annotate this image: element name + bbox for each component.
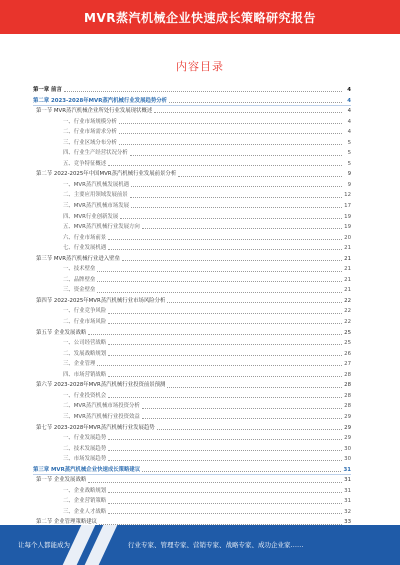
- toc-row-leader: [130, 154, 342, 156]
- toc-row-leader: [108, 438, 342, 440]
- toc-row-page: 22: [344, 319, 351, 326]
- toc-row[interactable]: [33, 138, 351, 149]
- toc-row-page: 31: [344, 487, 351, 494]
- toc-row-page: 19: [344, 213, 351, 220]
- toc-row-leader: [108, 502, 342, 504]
- toc-row[interactable]: [33, 317, 351, 328]
- toc-row-page: 4: [347, 108, 351, 115]
- toc-row[interactable]: [33, 243, 351, 254]
- toc-row[interactable]: [33, 370, 351, 381]
- toc-row[interactable]: [33, 328, 351, 339]
- toc-row-leader: [108, 354, 342, 356]
- toc-row-label: 五、MVR蒸汽机械行业发展方向: [63, 224, 140, 231]
- toc-row-page: 28: [344, 382, 351, 389]
- toc-row-leader: [157, 428, 342, 430]
- toc-row-page: 21: [344, 245, 351, 252]
- toc-row-page: 21: [344, 266, 351, 273]
- toc-row-label: 一、MVR蒸汽机械发展机遇: [63, 181, 129, 188]
- toc-row[interactable]: [33, 444, 351, 455]
- toc-row-page: 12: [344, 192, 351, 199]
- toc-row-leader: [167, 386, 342, 388]
- toc-row-label: 一、行业投资机会: [63, 392, 107, 399]
- toc-row-leader: [119, 122, 342, 124]
- toc-row-page: 21: [344, 287, 351, 294]
- toc-title: 内容目录: [176, 60, 224, 73]
- toc-row-leader: [178, 175, 342, 177]
- toc-row-label: 一、行业发展趋势: [63, 435, 107, 442]
- toc-row-leader: [108, 449, 342, 451]
- toc-row-page: 31: [343, 466, 351, 473]
- toc-row-leader: [130, 196, 342, 198]
- toc-row[interactable]: [33, 433, 351, 444]
- toc-row-page: 31: [344, 498, 351, 505]
- toc-row[interactable]: [33, 496, 351, 507]
- toc-row[interactable]: [33, 296, 351, 307]
- toc-row-page: 32: [344, 508, 351, 515]
- toc-row-leader: [88, 333, 342, 335]
- toc-row[interactable]: [33, 117, 351, 128]
- toc-row-label: 第五节 企业发展战略: [36, 329, 87, 336]
- toc-row-leader: [88, 481, 342, 483]
- toc-row-page: 26: [344, 350, 351, 357]
- toc-row-page: 4: [347, 118, 351, 125]
- toc-row-label: 第六节 2023-2028年MVR蒸汽机械行业投资前景预测: [36, 382, 166, 389]
- toc-row-page: 19: [344, 224, 351, 231]
- toc-row-page: 28: [344, 403, 351, 410]
- toc-row-leader: [122, 259, 342, 261]
- toc-row-leader: [108, 322, 342, 324]
- toc-row-leader: [154, 111, 342, 113]
- toc-row[interactable]: [33, 475, 351, 486]
- toc-row-page: 22: [344, 308, 351, 315]
- toc-row[interactable]: [33, 359, 351, 370]
- toc-row-page: 33: [344, 519, 351, 526]
- toc-row-label: 第三节 MVR蒸汽机械行业进入壁垒: [36, 255, 120, 262]
- toc-row-label: 一、公司经营战略: [63, 340, 107, 347]
- toc-row-page: 29: [344, 435, 351, 442]
- toc-row[interactable]: [33, 233, 351, 244]
- toc-row[interactable]: [33, 391, 351, 402]
- toc-row-page: 4: [347, 97, 351, 104]
- toc-row-page: 4: [347, 87, 351, 93]
- toc-row-label: 一、企业战略规划: [63, 487, 107, 494]
- toc-row-page: 27: [344, 361, 351, 368]
- toc-row[interactable]: [33, 412, 351, 423]
- toc-row-page: 21: [344, 276, 351, 283]
- toc-row[interactable]: [33, 106, 351, 117]
- toc-row-label: 一、技术壁垒: [63, 266, 96, 273]
- toc-row-label: 七、行业发展机遇: [63, 245, 107, 252]
- toc-row-page: 29: [344, 424, 351, 431]
- toc-row[interactable]: [33, 127, 351, 138]
- toc-row[interactable]: [33, 85, 351, 96]
- toc-row-page: 22: [344, 297, 351, 304]
- report-title: MVR蒸汽机械企业快速成长策略研究报告: [84, 11, 316, 25]
- toc-row-label: 三、MVR蒸汽机械行业投资效益: [63, 413, 140, 420]
- toc-row[interactable]: [33, 465, 351, 476]
- toc-row-page: 5: [347, 160, 351, 167]
- toc-row[interactable]: [33, 212, 351, 223]
- toc-row[interactable]: [33, 275, 351, 286]
- toc-row-leader: [119, 143, 342, 145]
- toc-row-leader: [120, 217, 342, 219]
- footer-slogan: 行业专家、管理专家、营销专家、战略专家、成功企业家……: [128, 541, 304, 549]
- toc-row-label: 三、行业区域分布分析: [63, 139, 117, 146]
- toc-row-page: 29: [344, 413, 351, 420]
- toc-row-label: 三、MVR蒸汽机械市场发展: [63, 203, 129, 210]
- toc-row[interactable]: [33, 264, 351, 275]
- toc-row-page: 28: [344, 371, 351, 378]
- toc-row-leader: [97, 270, 342, 272]
- toc-row-page: 25: [344, 329, 351, 336]
- toc-row-label: 第三章 MVR蒸汽机械企业快速成长策略建议: [33, 466, 141, 473]
- toc-row-label: 四、市场营销战略: [63, 371, 107, 378]
- toc-row-leader: [119, 132, 342, 134]
- toc-row-page: 17: [344, 203, 351, 210]
- toc-row-page: 5: [347, 150, 351, 157]
- toc-row-page: 4: [347, 129, 351, 136]
- toc-row-leader: [142, 407, 342, 409]
- toc-row-label: 四、行业生产经营状况分析: [63, 150, 128, 157]
- toc-row-label: 二、发展战略规划: [63, 350, 107, 357]
- toc-row[interactable]: [33, 380, 351, 391]
- toc-row-label: 第七节 2023-2028年MVR蒸汽机械行业发展趋势: [36, 424, 155, 431]
- toc-row-page: 21: [344, 255, 351, 262]
- toc-row-label: 二、行业市场需求分析: [63, 129, 117, 136]
- toc-row[interactable]: [33, 401, 351, 412]
- toc-row-label: 第一章 前言: [33, 87, 62, 93]
- toc-row-leader: [108, 396, 342, 398]
- toc-row-leader: [131, 206, 342, 208]
- toc-row-leader: [169, 101, 342, 103]
- toc-row-page: 30: [344, 445, 351, 452]
- footer-left-text: 让每个人都能成为: [18, 541, 70, 549]
- toc-row-leader: [108, 375, 342, 377]
- toc-row-label: 四、MVR行业创新发展: [63, 213, 119, 220]
- toc-row-leader: [108, 343, 342, 345]
- toc-row-leader: [142, 417, 342, 419]
- toc-row[interactable]: [33, 254, 351, 265]
- toc-row-label: 二、品牌壁垒: [63, 276, 96, 283]
- toc-row-leader: [108, 164, 342, 166]
- toc-row-label: 二、MVR蒸汽机械市场投资分析: [63, 403, 140, 410]
- toc-row-label: 第二章 2023-2028年MVR蒸汽机械行业发展趋势分析: [33, 97, 168, 104]
- toc-row-leader: [108, 459, 342, 461]
- toc-row-leader: [142, 227, 342, 229]
- toc-row-label: 二、技术发展趋势: [63, 445, 107, 452]
- toc-row-label: 第一节 MVR蒸汽机械企业所处行业发展现状概述: [36, 108, 153, 115]
- toc-row-label: 三、资金壁垒: [63, 287, 96, 294]
- toc-row-label: 三、市场发展趋势: [63, 456, 107, 463]
- toc-row-page: 5: [347, 139, 351, 146]
- toc-row[interactable]: [33, 306, 351, 317]
- toc-row[interactable]: [33, 159, 351, 170]
- toc-row[interactable]: [33, 201, 351, 212]
- toc-row-label: 三、企业管理: [63, 361, 96, 368]
- toc-row-label: 第二节 企业管理策略建议: [36, 519, 98, 526]
- toc-row-page: 28: [344, 392, 351, 399]
- toc-row-leader: [97, 280, 342, 282]
- toc-row-leader: [97, 364, 342, 366]
- toc-row-label: 二、企业营销策略: [63, 498, 107, 505]
- toc-row[interactable]: [33, 96, 351, 107]
- toc-row-page: 9: [347, 181, 351, 188]
- toc-row-label: 二、行业市场风险: [63, 319, 107, 326]
- toc-row-page: 9: [347, 171, 351, 178]
- toc-row-leader: [142, 470, 341, 472]
- toc-row-label: 二、主要应用领域发展前景: [63, 192, 128, 199]
- toc-row[interactable]: [33, 486, 351, 497]
- toc-row[interactable]: [33, 180, 351, 191]
- toc-row[interactable]: [33, 285, 351, 296]
- toc-row-page: 20: [344, 234, 351, 241]
- toc-row-leader: [108, 248, 342, 250]
- toc-row-leader: [108, 312, 342, 314]
- report-header: [0, 0, 400, 34]
- toc-row-leader: [108, 491, 342, 493]
- toc-row-page: 30: [344, 456, 351, 463]
- toc-row[interactable]: [33, 190, 351, 201]
- toc-row[interactable]: [33, 349, 351, 360]
- toc-row-label: 一、行业市场规模分析: [63, 118, 117, 125]
- toc-row-page: 31: [344, 477, 351, 484]
- toc-row-leader: [64, 90, 342, 92]
- toc-row-label: 第一节 企业发展战略: [36, 477, 87, 484]
- toc-row-label: 一、行业竞争风险: [63, 308, 107, 315]
- toc-row-label: 第四节 2022-2025年MVR蒸汽机械行业市场风险分析: [36, 297, 166, 304]
- toc-list: [33, 85, 351, 528]
- toc-row[interactable]: [33, 338, 351, 349]
- toc-row-leader: [108, 512, 342, 514]
- toc-row-label: 五、竞争特征概述: [63, 160, 107, 167]
- toc-row[interactable]: [33, 169, 351, 180]
- toc-row-leader: [167, 301, 342, 303]
- toc-row-leader: [108, 238, 342, 240]
- toc-row-leader: [97, 291, 342, 293]
- toc-row-leader: [131, 185, 342, 187]
- toc-row[interactable]: [33, 423, 351, 434]
- toc-row[interactable]: [33, 222, 351, 233]
- toc-row-label: 六、行业市场前景: [63, 234, 107, 241]
- toc-row[interactable]: [33, 507, 351, 518]
- toc-row[interactable]: [33, 454, 351, 465]
- toc-row[interactable]: [33, 148, 351, 159]
- toc-row-page: 25: [344, 340, 351, 347]
- toc-row-label: 三、企业人才战略: [63, 508, 107, 515]
- toc-row-label: 第二节 2022-2025年中国MVR蒸汽机械行业发展前景分析: [36, 171, 177, 178]
